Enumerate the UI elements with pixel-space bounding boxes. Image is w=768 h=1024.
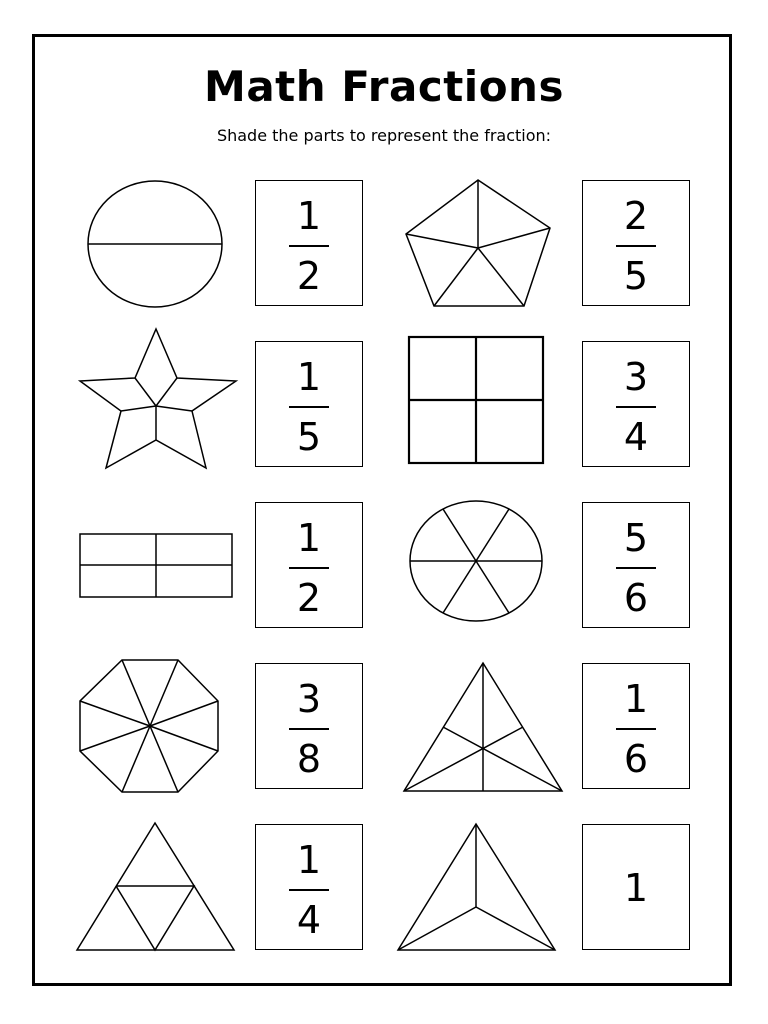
circle-sixths-shape[interactable] xyxy=(406,498,548,626)
fraction-box xyxy=(582,341,690,467)
fraction-numerator: 3 xyxy=(296,677,322,721)
fraction-denominator: 6 xyxy=(623,576,649,620)
fraction-box xyxy=(582,663,690,789)
fraction-box xyxy=(255,663,363,789)
fraction-numerator: 1 xyxy=(296,516,322,560)
fraction-bar xyxy=(289,728,329,730)
fraction-denominator: 8 xyxy=(296,737,322,781)
octagon-eighths-shape[interactable] xyxy=(76,656,224,796)
fraction-box xyxy=(255,502,363,628)
fraction-box xyxy=(255,824,363,950)
pentagon-fifths-shape[interactable] xyxy=(400,176,560,316)
fraction-denominator: 6 xyxy=(623,737,649,781)
fraction-bar xyxy=(616,245,656,247)
fraction-bar xyxy=(616,406,656,408)
fraction-bar xyxy=(289,567,329,569)
fraction-numerator: 1 xyxy=(296,355,322,399)
fraction-denominator: 2 xyxy=(296,254,322,298)
fraction-box xyxy=(582,502,690,628)
star-fifths-shape[interactable] xyxy=(76,326,240,472)
page-title: Math Fractions xyxy=(204,62,564,111)
triangle-quarters-shape[interactable] xyxy=(74,820,240,954)
fraction-denominator: 2 xyxy=(296,576,322,620)
square-quarters-shape[interactable] xyxy=(406,334,546,466)
fraction-bar xyxy=(616,728,656,730)
triangle-sixths-shape[interactable] xyxy=(400,660,566,796)
fraction-denominator: 5 xyxy=(623,254,649,298)
fraction-bar xyxy=(289,245,329,247)
fraction-numerator: 3 xyxy=(623,355,649,399)
circle-halves-shape[interactable] xyxy=(80,176,230,316)
fraction-numerator: 1 xyxy=(296,194,322,238)
whole-number-box xyxy=(582,824,690,950)
fraction-numerator: 1 xyxy=(623,677,649,721)
instructions: Shade the parts to represent the fraction: xyxy=(216,126,552,145)
fraction-bar xyxy=(289,889,329,891)
fraction-denominator: 5 xyxy=(296,415,322,459)
fraction-numerator: 5 xyxy=(623,516,649,560)
fraction-box xyxy=(255,180,363,306)
triangle-thirds-shape[interactable] xyxy=(396,820,560,954)
fraction-numerator: 1 xyxy=(296,838,322,882)
fraction-bar xyxy=(289,406,329,408)
fraction-box xyxy=(255,341,363,467)
fraction-box xyxy=(582,180,690,306)
fraction-denominator: 4 xyxy=(623,415,649,459)
whole-number: 1 xyxy=(623,866,649,910)
fraction-numerator: 2 xyxy=(623,194,649,238)
rectangle-quarters-shape[interactable] xyxy=(78,532,236,600)
fraction-denominator: 4 xyxy=(296,898,322,942)
fraction-bar xyxy=(616,567,656,569)
